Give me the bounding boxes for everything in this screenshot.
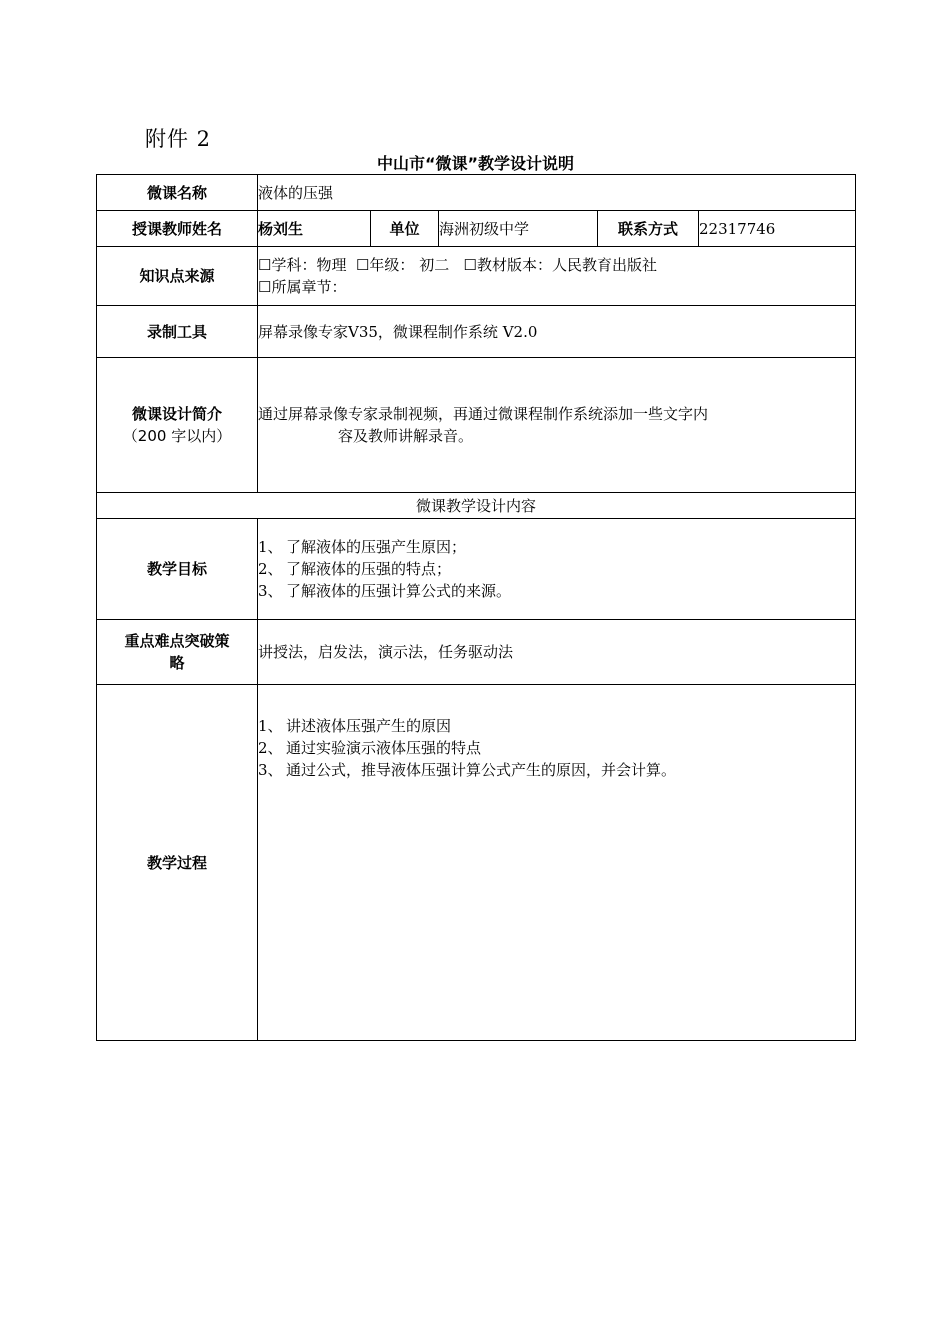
design-intro-label-line-1: 微课设计简介 <box>131 405 222 423</box>
teaching-goals-value <box>258 519 856 620</box>
list-item <box>258 715 855 737</box>
list-item-number: 2、 <box>258 560 283 578</box>
row-section-heading <box>97 493 856 519</box>
row-design-intro <box>97 358 856 493</box>
list-item-text: 了解液体的压强的特点； <box>286 560 452 578</box>
list-item-number: 3、 <box>258 582 283 600</box>
teacher-name-label: 授课教师姓名 <box>97 211 258 247</box>
contact-value: 22317746 <box>699 211 856 247</box>
row-key-points <box>97 620 856 685</box>
design-intro-value <box>258 358 856 493</box>
contact-label: 联系方式 <box>598 211 699 247</box>
list-item-text: 通过实验演示液体压强的特点 <box>286 739 482 757</box>
list-item-text: 讲述液体压强产生的原因 <box>286 717 452 735</box>
list-item <box>258 558 855 580</box>
teaching-process-value <box>258 685 856 1041</box>
list-item-number: 1、 <box>258 538 283 556</box>
row-knowledge-source <box>97 247 856 306</box>
row-teaching-goals <box>97 519 856 620</box>
design-intro-line-2: 容及教师讲解录音。 <box>338 427 474 445</box>
knowledge-source-label: 知识点来源 <box>97 247 258 306</box>
knowledge-source-line-1: ☐学科：物理 ☐年级： 初二 ☐教材版本：人民教育出版社 <box>258 256 657 274</box>
row-teacher <box>97 211 856 247</box>
course-name-value: 液体的压强 <box>258 175 856 211</box>
recording-tool-value: 屏幕录像专家V35，微课程制作系统 V2.0 <box>258 306 856 358</box>
key-points-value: 讲授法，启发法，演示法，任务驱动法 <box>258 620 856 685</box>
design-form-table <box>96 174 856 1041</box>
teaching-process-label: 教学过程 <box>97 685 258 1041</box>
list-item <box>258 759 855 781</box>
attachment-label: 附件 2 <box>145 127 212 151</box>
recording-tool-label: 录制工具 <box>97 306 258 358</box>
list-item <box>258 580 855 602</box>
teaching-goals-label: 教学目标 <box>97 519 258 620</box>
teacher-name-value: 杨刘生 <box>258 211 371 247</box>
document-title: 中山市“微课”教学设计说明 <box>376 154 575 173</box>
list-item-text: 了解液体的压强计算公式的来源。 <box>286 582 512 600</box>
key-points-label-line-1: 重点难点突破策 <box>124 632 230 650</box>
unit-label: 单位 <box>371 211 439 247</box>
design-intro-label-line-2: （200 字以内） <box>122 427 232 445</box>
list-item <box>258 536 855 558</box>
list-item-text: 了解液体的压强产生原因； <box>286 538 467 556</box>
row-course-name <box>97 175 856 211</box>
list-item-number: 1、 <box>258 717 283 735</box>
list-item-number: 3、 <box>258 761 283 779</box>
knowledge-source-value <box>258 247 856 306</box>
list-item-text: 通过公式，推导液体压强计算公式产生的原因，并会计算。 <box>286 761 677 779</box>
course-name-label: 微课名称 <box>97 175 258 211</box>
key-points-label-line-2: 略 <box>169 654 185 672</box>
row-recording-tool <box>97 306 856 358</box>
design-intro-label <box>97 358 258 493</box>
row-teaching-process <box>97 685 856 1041</box>
unit-value: 海洲初级中学 <box>439 211 598 247</box>
section-heading: 微课教学设计内容 <box>97 493 856 519</box>
list-item <box>258 737 855 759</box>
design-intro-line-1: 通过屏幕录像专家录制视频，再通过微课程制作系统添加一些文字内 <box>258 405 709 423</box>
key-points-label <box>97 620 258 685</box>
knowledge-source-line-2: ☐所属章节： <box>258 278 347 296</box>
list-item-number: 2、 <box>258 739 283 757</box>
